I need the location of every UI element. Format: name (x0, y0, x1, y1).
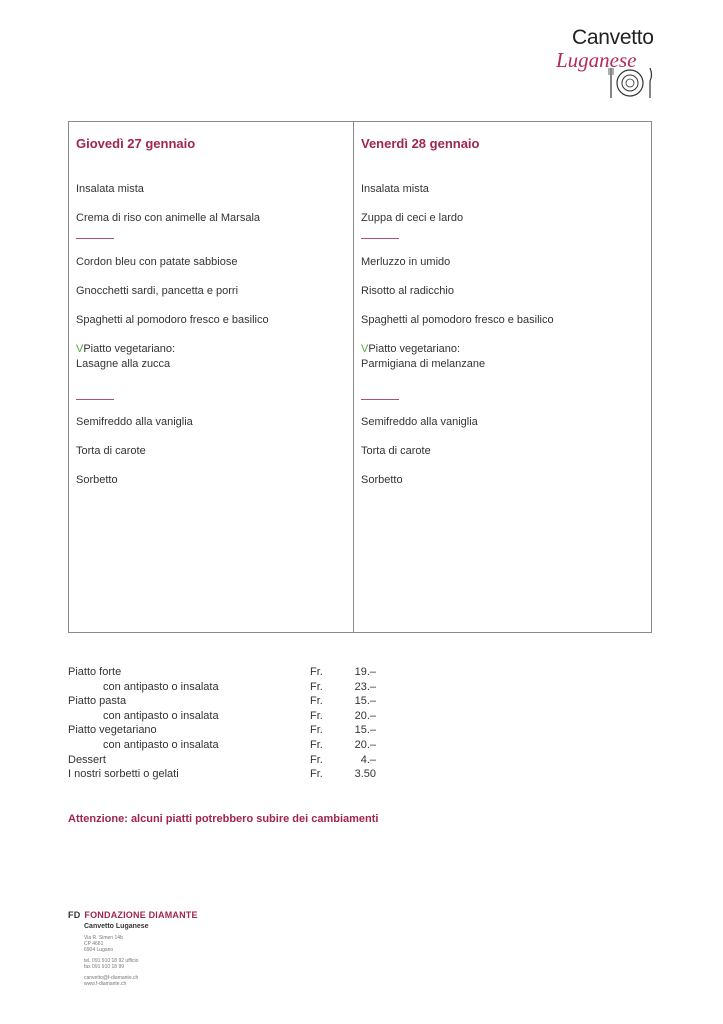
veg-dish: Lasagne alla zucca (76, 358, 171, 370)
dessert-item: Semifreddo alla vaniglia (76, 416, 193, 428)
logo-line2: Luganese (556, 48, 637, 72)
starter-item: Crema di riso con animelle al Marsala (76, 212, 261, 224)
section-divider (76, 399, 114, 400)
section-divider (361, 238, 399, 239)
section-divider (361, 399, 399, 400)
plate-cutlery-icon (606, 66, 656, 100)
vegetarian-v-icon: V (76, 343, 84, 355)
phone-line: tel. 091 910 18 92 ufficio (84, 958, 139, 964)
address-line: 6904 Lugano (84, 947, 114, 953)
price-row: con antipasto o insalata Fr. 20.– (103, 738, 376, 751)
day-heading: Giovedì 27 gennaio (76, 136, 196, 151)
dessert-item: Semifreddo alla vaniglia (361, 416, 478, 428)
price-row: con antipasto o insalata Fr. 23.– (103, 680, 376, 693)
canvetto-logo (552, 26, 662, 102)
price-row: Dessert Fr. 4.– (68, 753, 376, 766)
price-list (68, 666, 388, 783)
price-row: Piatto vegetariano Fr. 15.– (68, 724, 376, 737)
dessert-item: Sorbetto (361, 474, 403, 486)
veg-dish: Parmigiana di melanzane (361, 358, 486, 370)
veg-label: VPiatto vegetariano: (76, 343, 176, 355)
main-item: Spaghetti al pomodoro fresco e basilico (361, 314, 554, 326)
starter-item: Insalata mista (361, 183, 429, 195)
logo-line1: Canvetto (572, 26, 654, 49)
change-notice: Attenzione: alcuni piatti potrebbero subire dei cambiamenti (68, 813, 379, 825)
main-item: Gnocchetti sardi, pancetta e porri (76, 285, 239, 297)
menu-table (68, 121, 652, 633)
day-column-friday (354, 122, 636, 632)
footer-contact (68, 910, 288, 987)
dessert-item: Torta di carote (361, 445, 431, 457)
fd-logo-icon: FD (68, 910, 81, 920)
day-heading: Venerdì 28 gennaio (361, 136, 480, 151)
starter-item: Zuppa di ceci e lardo (361, 212, 464, 224)
main-item: Spaghetti al pomodoro fresco e basilico (76, 314, 269, 326)
address-line: CP 4661 (84, 941, 104, 947)
email-link[interactable]: canvetto@f-diamante.ch (84, 975, 139, 981)
main-item: Merluzzo in umido (361, 256, 451, 268)
vegetarian-v-icon: V (361, 343, 369, 355)
dessert-item: Torta di carote (76, 445, 146, 457)
price-row: I nostri sorbetti o gelati Fr. 3.50 (68, 768, 376, 781)
section-divider (76, 238, 114, 239)
foundation-brand: FD FONDAZIONE DIAMANTE (68, 910, 198, 920)
main-item: Cordon bleu con patate sabbiose (76, 256, 238, 268)
day-column-thursday (69, 122, 351, 632)
dessert-item: Sorbetto (76, 474, 118, 486)
price-row: con antipasto o insalata Fr. 20.– (103, 709, 376, 722)
veg-label: VPiatto vegetariano: (361, 343, 461, 355)
price-row: Piatto forte Fr. 19.– (68, 666, 376, 678)
price-row: Piatto pasta Fr. 15.– (68, 695, 376, 708)
website-link[interactable]: www.f-diamante.ch (84, 981, 127, 987)
footer-name: Canvetto Luganese (84, 923, 149, 930)
main-item: Risotto al radicchio (361, 285, 454, 297)
address-line: Via R. Simen 14b (84, 935, 123, 941)
fax-line: fax 091 910 18 99 (84, 964, 125, 970)
starter-item: Insalata mista (76, 183, 144, 195)
